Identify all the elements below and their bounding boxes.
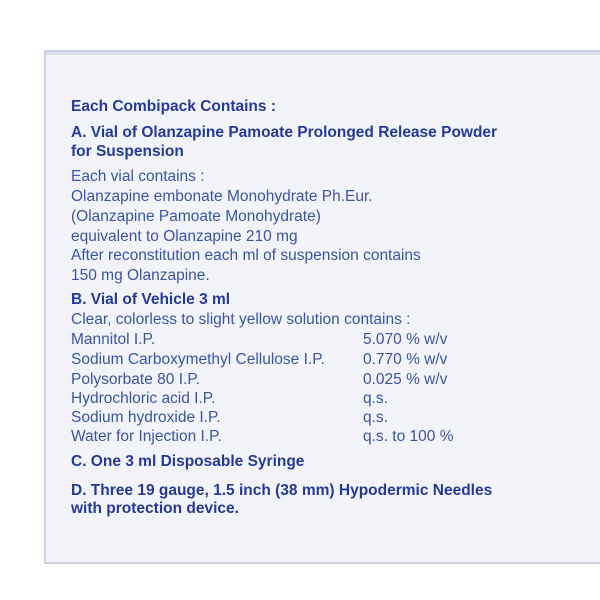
section-d-title: D. Three 19 gauge, 1.5 inch (38 mm) Hypodermic Needles bbox=[71, 482, 493, 499]
section-b-intro: Clear, colorless to slight yellow solution contains : bbox=[71, 311, 411, 328]
section-a-line: Olanzapine embonate Monohydrate Ph.Eur. bbox=[71, 188, 373, 205]
section-a-line: (Olanzapine Pamoate Monohydrate) bbox=[71, 208, 321, 225]
ingredient-amount: q.s. bbox=[363, 409, 388, 426]
section-d-title-cont: with protection device. bbox=[71, 500, 239, 517]
section-a-line: equivalent to Olanzapine 210 mg bbox=[71, 228, 298, 245]
ingredient-row bbox=[71, 408, 491, 428]
section-a-line: 150 mg Olanzapine. bbox=[71, 267, 210, 284]
section-a-line: Each vial contains : bbox=[71, 168, 205, 185]
section-c-title: C. One 3 ml Disposable Syringe bbox=[71, 453, 305, 470]
ingredient-name: Polysorbate 80 I.P. bbox=[71, 371, 200, 388]
ingredient-name: Sodium Carboxymethyl Cellulose I.P. bbox=[71, 351, 325, 368]
ingredient-amount: 0.025 % w/v bbox=[363, 371, 448, 388]
section-a-title: A. Vial of Olanzapine Pamoate Prolonged Release Powder bbox=[71, 124, 498, 141]
ingredient-amount: q.s. bbox=[363, 390, 388, 407]
ingredient-row bbox=[71, 350, 491, 370]
section-a-line: After reconstitution each ml of suspension contains bbox=[71, 247, 421, 264]
ingredient-name: Hydrochloric acid I.P. bbox=[71, 390, 216, 407]
section-a-title-cont: for Suspension bbox=[71, 143, 184, 160]
ingredient-name: Sodium hydroxide I.P. bbox=[71, 409, 221, 426]
ingredient-name: Water for Injection I.P. bbox=[71, 428, 222, 445]
ingredient-row bbox=[71, 427, 491, 447]
ingredient-row bbox=[71, 330, 491, 350]
ingredient-row bbox=[71, 389, 491, 409]
ingredient-amount: 5.070 % w/v bbox=[363, 331, 448, 348]
combipack-header: Each Combipack Contains : bbox=[71, 98, 276, 115]
ingredient-row bbox=[71, 370, 491, 390]
ingredient-amount: 0.770 % w/v bbox=[363, 351, 448, 368]
ingredient-name: Mannitol I.P. bbox=[71, 331, 156, 348]
ingredient-amount: q.s. to 100 % bbox=[363, 428, 454, 445]
section-b-title: B. Vial of Vehicle 3 ml bbox=[71, 291, 231, 308]
